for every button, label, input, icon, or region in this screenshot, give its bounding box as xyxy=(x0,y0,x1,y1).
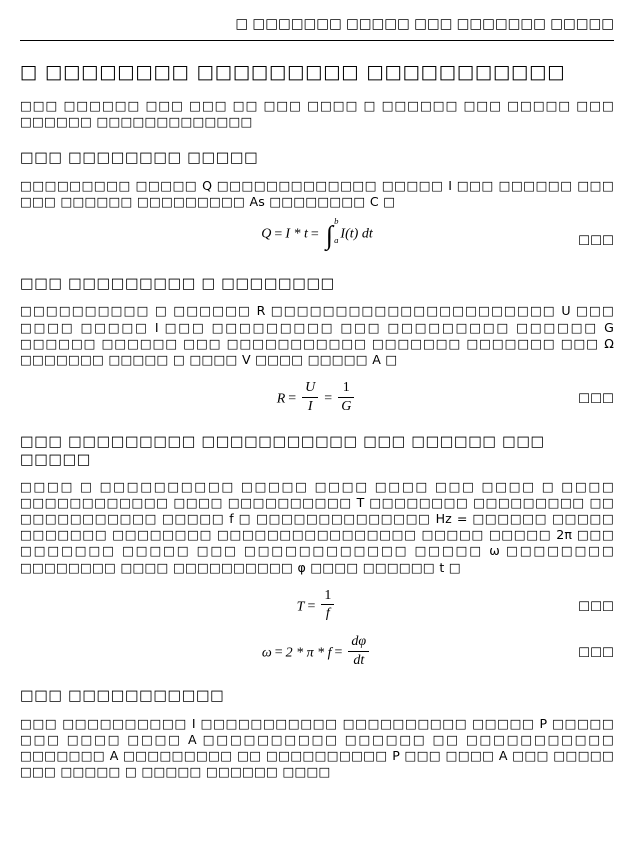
section-heading-charge: □□□ □□□□□□□□ □□□□□ xyxy=(20,150,259,167)
equation-omega-equals-1: = xyxy=(274,645,283,661)
equation-period-equals: = xyxy=(307,599,316,615)
equation-resistance-fraction-1 xyxy=(302,380,318,414)
equation-resistance-body xyxy=(20,380,614,414)
fraction-denominator: dt xyxy=(353,652,365,668)
equation-charge-limits xyxy=(334,216,339,245)
equation-number-resistance: □□□ xyxy=(578,389,614,405)
running-header xyxy=(20,16,614,42)
document-content xyxy=(20,52,614,790)
fraction-denominator: G xyxy=(341,398,352,414)
equation-resistance xyxy=(20,380,614,414)
equation-charge-body xyxy=(20,216,614,250)
equation-resistance-lhs: R xyxy=(276,391,286,407)
equation-number-charge: □□□ xyxy=(578,231,614,247)
fraction-numerator: dφ xyxy=(348,634,369,652)
section-heading-intensity: □□□ □□□□□□□□□□□ xyxy=(20,688,225,705)
equation-period xyxy=(20,588,614,622)
equation-period-lhs: T xyxy=(296,599,305,615)
equation-charge xyxy=(20,216,614,256)
running-header-text: □ □□□□□□□ □□□□□ □□□ □□□□□□□ □□□□□ xyxy=(235,16,614,32)
integral-upper-limit: b xyxy=(334,216,339,227)
section-paragraph-frequency: □□□□ □ □□□□□□□□□□ □□□□□ □□□□ □□□□ □□□ □□□□ □ □□□□ □□□□□□□□□□□□ □□□□ □□□□□□□□□□ T □□□□□□□□ □□□□□□□□□ □□ □□□□□□□□□□□ □□□□□ f □ □□□□□□□□□□□□□□ Hz = □□□□□□ □□□□□ □□□□□□□ □□□□□□□□ □□□□□□□□□□□□□□□□ □□□□□ □□□□□ 2π □□□ □□□□□□□ □□□□□ □□□ □□□□□□□□□□□□ □□□□□ ω □□□□□□□□ □□□□□□□□ □□□□ □□□□□□□□□□ φ □□□□ □□□□□□ t □ xyxy=(20,478,614,575)
equation-resistance-equals-1: = xyxy=(288,391,297,407)
section-paragraph-charge: □□□□□□□□□ □□□□□ Q □□□□□□□□□□□□□ □□□□□ I □□□ □□□□□□ □□□ □□□ □□□□□□ □□□□□□□□□ As □□□□□□□□ C □ xyxy=(20,177,614,209)
equation-resistance-equals-2: = xyxy=(324,391,333,407)
equation-omega-rhs: 2 * π * f xyxy=(285,645,332,661)
equation-charge-mid: I * t xyxy=(285,226,308,242)
section-paragraph-resistance: □□□□□□□□□□ □ □□□□□□ R □□□□□□□□□□□□□□□□□□□□□□ U □□□ □□□□ □□□□□ I □□□ □□□□□□□□□ □□□ □□□□□□□□□ □□□□□□ G □□□□□□ □□□□□□ □□□ □□□□□□□□□□□ □□□□□□□ □□□□□□□ □□□ Ω □□□□□□□ □□□□□ □ □□□□ V □□□□ □□□□□ A □ xyxy=(20,303,614,367)
equation-omega-fraction xyxy=(348,634,369,668)
equation-resistance-fraction-2 xyxy=(338,380,354,414)
section-heading-frequency: □□□ □□□□□□□□□ □□□□□□□□□□□ □□□ □□□□□□ □□□ □□□□□ xyxy=(20,434,545,468)
fraction-numerator: U xyxy=(302,380,318,398)
equation-charge-lhs: Q xyxy=(261,226,272,242)
equation-period-fraction xyxy=(321,588,334,622)
equation-number-period: □□□ xyxy=(578,597,614,613)
section-paragraph-intensity: □□□ □□□□□□□□□□ I □□□□□□□□□□□ □□□□□□□□□□ □□□□□ P □□□□□ □□□ □□□□ □□□□ A □□□□□□□□□□ □□□□□□ □□ □□□□□□□□□□□ □□□□□□□ A □□□□□□□□□ □□ □□□□□□□□□□ P □□□ □□□□ A □□□ □□□□□ □□□ □□□□□ □ □□□□□ □□□□□□ □□□□ xyxy=(20,715,614,780)
equation-charge-differential: dt xyxy=(361,226,373,242)
equation-charge-equals-1: = xyxy=(274,226,283,242)
fraction-denominator: I xyxy=(307,398,313,414)
header-rule xyxy=(20,40,614,41)
integral-sign-icon: ∫ xyxy=(325,219,334,250)
fraction-numerator: 1 xyxy=(338,380,354,398)
equation-omega xyxy=(20,634,614,668)
equation-charge-equals-2: = xyxy=(310,226,319,242)
fraction-numerator: 1 xyxy=(321,588,334,606)
equation-charge-integrand: I(t) xyxy=(340,226,359,242)
equation-omega-lhs: ω xyxy=(261,645,272,661)
integral-lower-limit: a xyxy=(334,234,339,245)
equation-omega-body xyxy=(20,634,614,668)
equation-number-omega: □□□ xyxy=(578,643,614,659)
chapter-title: □ □□□□□□□□ □□□□□□□□□ □□□□□□□□□□□ xyxy=(20,62,566,83)
chapter-intro-paragraph: □□□ □□□□□□ □□□ □□□ □□ □□□ □□□□ □ □□□□□□ □□□ □□□□□ □□□ □□□□□□ □□□□□□□□□□□□□ xyxy=(20,98,614,130)
equation-period-body xyxy=(20,588,614,622)
fraction-denominator: f xyxy=(325,606,330,622)
section-heading-resistance: □□□ □□□□□□□□□ □ □□□□□□□□ xyxy=(20,276,335,293)
equation-omega-equals-2: = xyxy=(334,645,343,661)
